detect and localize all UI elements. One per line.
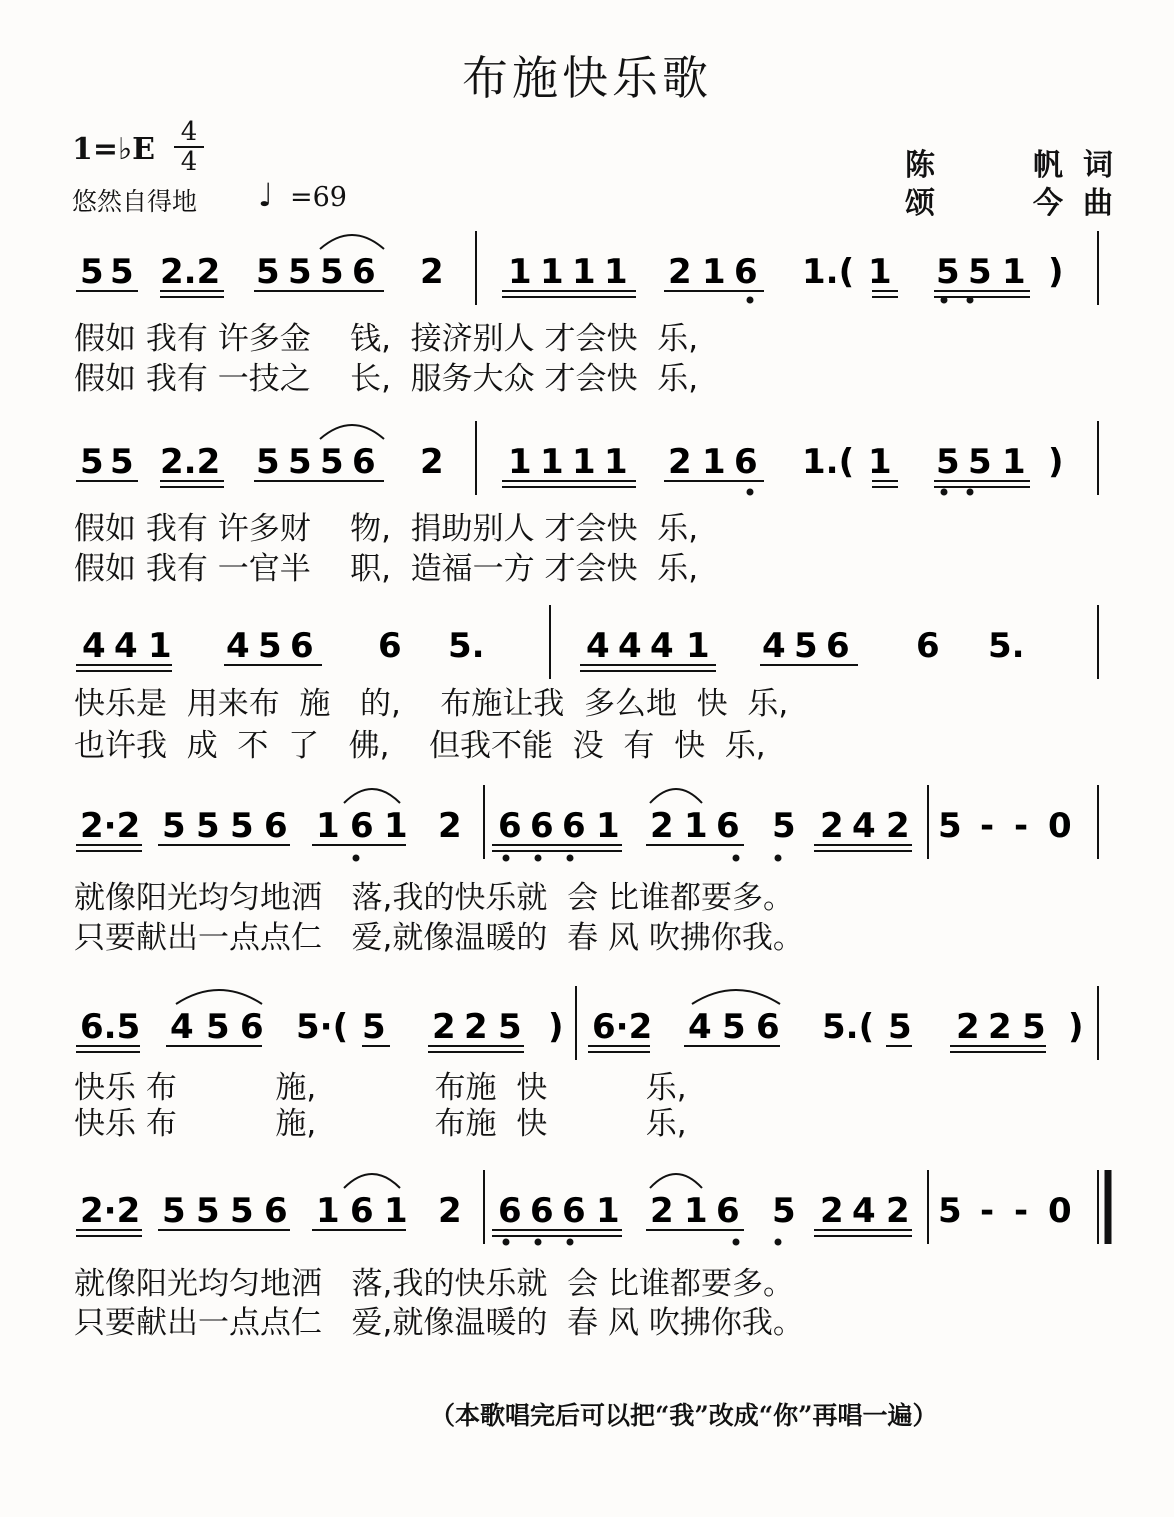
quarter-note-icon: ♩ (258, 176, 274, 214)
note: 6 (916, 626, 940, 666)
octave-dot (353, 855, 360, 862)
meter-top: 4 (180, 117, 198, 147)
note: 2 (820, 806, 844, 846)
octave-dot (733, 1239, 740, 1246)
note: 6 (562, 1191, 586, 1231)
note: 1 (868, 252, 892, 292)
note: 5 (256, 252, 280, 292)
note: 1 (508, 442, 532, 482)
note: 5 (936, 252, 960, 292)
note: 5 (794, 626, 818, 666)
note: 4 (852, 806, 876, 846)
note: 2 (432, 1007, 456, 1047)
slur-arc (692, 990, 780, 1004)
note: 1 (384, 1191, 408, 1231)
note: 4 (762, 626, 786, 666)
note: 5 (288, 252, 312, 292)
note: 1.( (802, 252, 855, 292)
note: 1 (316, 1191, 340, 1231)
note: 1 (1002, 442, 1026, 482)
note: 1 (702, 442, 726, 482)
note: 5 (938, 1191, 962, 1231)
octave-dot (967, 297, 974, 304)
lyric-line-5-1: 快乐 布 施, 布施 快 乐, (74, 1070, 687, 1106)
note: ) (1048, 252, 1064, 292)
slur-arc (176, 990, 262, 1004)
slur-arc (320, 235, 384, 249)
slur-arc (320, 425, 384, 439)
note: 6 (826, 626, 850, 666)
note: 2·2 (80, 1191, 141, 1231)
note: 5 (162, 806, 186, 846)
note: 5. (988, 626, 1025, 666)
note: 4 (650, 626, 674, 666)
note: 4 (170, 1007, 194, 1047)
note: 2.2 (160, 252, 221, 292)
note: 4 (226, 626, 250, 666)
note: 1 (596, 1191, 620, 1231)
note: 6 (530, 1191, 554, 1231)
note: 6 (734, 252, 758, 292)
lyric-line-2-2: 假如 我有 一官半 职, 造福一方 才会快 乐, (74, 551, 699, 587)
note: 2 (956, 1007, 980, 1047)
composer-name-2: 今 (1033, 186, 1065, 221)
note: 2·2 (80, 806, 141, 846)
note: 1 (1002, 252, 1026, 292)
note: 5 (80, 442, 104, 482)
octave-dot (733, 855, 740, 862)
note: 2 (988, 1007, 1012, 1047)
octave-dot (967, 489, 974, 496)
octave-dot (535, 1239, 542, 1246)
note: 5 (968, 252, 992, 292)
note: 1 (572, 442, 596, 482)
note: 5 (206, 1007, 230, 1047)
note: 5 (320, 442, 344, 482)
octave-dot (503, 855, 510, 862)
note: 4 (618, 626, 642, 666)
note: 6 (562, 806, 586, 846)
composer-role: 曲 (1083, 186, 1115, 221)
lyric-line-1-2: 假如 我有 一技之 长, 服务大众 才会快 乐, (74, 361, 699, 397)
note: 2 (438, 806, 462, 846)
lyric-line-2-1: 假如 我有 许多财 物, 捐助别人 才会快 乐, (74, 511, 699, 547)
composer-name-1: 颂 (905, 186, 937, 221)
note: - (1014, 806, 1029, 846)
note: 2 (650, 1191, 674, 1231)
note: 4 (82, 626, 106, 666)
lyric-line-1-1: 假如 我有 许多金 钱, 接济别人 才会快 乐, (74, 321, 699, 357)
note: 6 (264, 1191, 288, 1231)
lyric-line-6-2: 只要献出一点点仁 爱,就像温暖的 春 风 吹拂你我。 (74, 1305, 804, 1341)
note: 6 (498, 806, 522, 846)
note: 1 (686, 626, 710, 666)
note: 5 (722, 1007, 746, 1047)
lyric-line-5-2: 快乐 布 施, 布施 快 乐, (74, 1106, 687, 1142)
note: 5 (230, 1191, 254, 1231)
note: - (980, 1191, 995, 1231)
octave-dot (535, 855, 542, 862)
note: 5 (936, 442, 960, 482)
note: 5.( (822, 1007, 875, 1047)
note: 5 (1022, 1007, 1046, 1047)
note: 5 (256, 442, 280, 482)
note: ) (548, 1007, 564, 1047)
octave-dot (747, 489, 754, 496)
note: 6.5 (80, 1007, 141, 1047)
note: 5 (110, 442, 134, 482)
note: 6 (240, 1007, 264, 1047)
note: 1 (596, 806, 620, 846)
meter-bottom: 4 (180, 147, 198, 177)
note: 6·2 (592, 1007, 653, 1047)
note: 2 (668, 442, 692, 482)
note: 5 (196, 806, 220, 846)
note: 2 (820, 1191, 844, 1231)
slur-arc (650, 789, 702, 803)
song-title: 布施快乐歌 (462, 51, 712, 105)
note: 1 (540, 252, 564, 292)
note: 5 (80, 252, 104, 292)
note: 5 (888, 1007, 912, 1047)
lyricist-name-1: 陈 (905, 148, 937, 183)
octave-dot (775, 1239, 782, 1246)
note: 6 (716, 1191, 740, 1231)
note: 4 (586, 626, 610, 666)
note: - (980, 806, 995, 846)
octave-dot (941, 297, 948, 304)
note: 4 (688, 1007, 712, 1047)
note: 1 (604, 252, 628, 292)
footnote: （本歌唱完后可以把“我”改成“你”再唱一遍） (430, 1401, 938, 1430)
note: 6 (290, 626, 314, 666)
note: 2 (650, 806, 674, 846)
note: 1 (384, 806, 408, 846)
note: 5. (448, 626, 485, 666)
note: 2 (886, 1191, 910, 1231)
note: 5 (498, 1007, 522, 1047)
octave-dot (567, 855, 574, 862)
note: 5·( (296, 1007, 349, 1047)
octave-dot (503, 1239, 510, 1246)
lyric-line-3-2: 也许我 成 不 了 佛, 但我不能 没 有 快 乐, (74, 728, 766, 764)
note: 1 (604, 442, 628, 482)
slur-arc (344, 789, 400, 803)
note: 1 (572, 252, 596, 292)
note: 5 (110, 252, 134, 292)
note: 1 (684, 806, 708, 846)
octave-dot (941, 489, 948, 496)
note: 5 (938, 806, 962, 846)
note: ) (1068, 1007, 1084, 1047)
note: 6 (350, 1191, 374, 1231)
note: 5 (362, 1007, 386, 1047)
note: 0 (1048, 1191, 1072, 1231)
note: 6 (716, 806, 740, 846)
note: 1.( (802, 442, 855, 482)
tempo-value: =69 (290, 182, 347, 213)
note: 2 (464, 1007, 488, 1047)
note: 1 (868, 442, 892, 482)
tempo-marking: 悠然自得地 (72, 187, 198, 216)
note: 5 (230, 806, 254, 846)
note: 5 (258, 626, 282, 666)
note: 1 (508, 252, 532, 292)
note: 5 (968, 442, 992, 482)
octave-dot (567, 1239, 574, 1246)
note: 1 (316, 806, 340, 846)
note: 6 (734, 442, 758, 482)
note: 2.2 (160, 442, 221, 482)
note: 6 (756, 1007, 780, 1047)
note: 0 (1048, 806, 1072, 846)
octave-dot (775, 855, 782, 862)
note: 6 (352, 442, 376, 482)
note: 2 (420, 442, 444, 482)
slur-arc (650, 1174, 702, 1188)
note: 1 (540, 442, 564, 482)
note: 2 (420, 252, 444, 292)
note: 4 (114, 626, 138, 666)
note: 2 (438, 1191, 462, 1231)
lyricist-role: 词 (1083, 148, 1115, 183)
note: 1 (684, 1191, 708, 1231)
note: 6 (352, 252, 376, 292)
lyric-line-3-1: 快乐是 用来布 施 的, 布施让我 多么地 快 乐, (74, 686, 789, 722)
note: 5 (772, 1191, 796, 1231)
lyric-line-4-1: 就像阳光均匀地洒 落,我的快乐就 会 比谁都要多。 (74, 880, 794, 916)
note: 5 (320, 252, 344, 292)
note: 6 (350, 806, 374, 846)
note: 6 (498, 1191, 522, 1231)
note: 1 (148, 626, 172, 666)
note: 2 (668, 252, 692, 292)
note: 1 (702, 252, 726, 292)
lyric-line-4-2: 只要献出一点点仁 爱,就像温暖的 春 风 吹拂你我。 (74, 920, 804, 956)
note: ) (1048, 442, 1064, 482)
note: - (1014, 1191, 1029, 1231)
note: 5 (196, 1191, 220, 1231)
note: 6 (378, 626, 402, 666)
octave-dot (747, 297, 754, 304)
lyricist-name-2: 帆 (1033, 148, 1065, 183)
note: 6 (264, 806, 288, 846)
slur-arc (344, 1174, 400, 1188)
note: 5 (772, 806, 796, 846)
note: 5 (162, 1191, 186, 1231)
key-signature: 1=♭E (72, 132, 156, 167)
note: 5 (288, 442, 312, 482)
note: 6 (530, 806, 554, 846)
lyric-line-6-1: 就像阳光均匀地洒 落,我的快乐就 会 比谁都要多。 (74, 1266, 794, 1302)
note: 4 (852, 1191, 876, 1231)
note: 2 (886, 806, 910, 846)
